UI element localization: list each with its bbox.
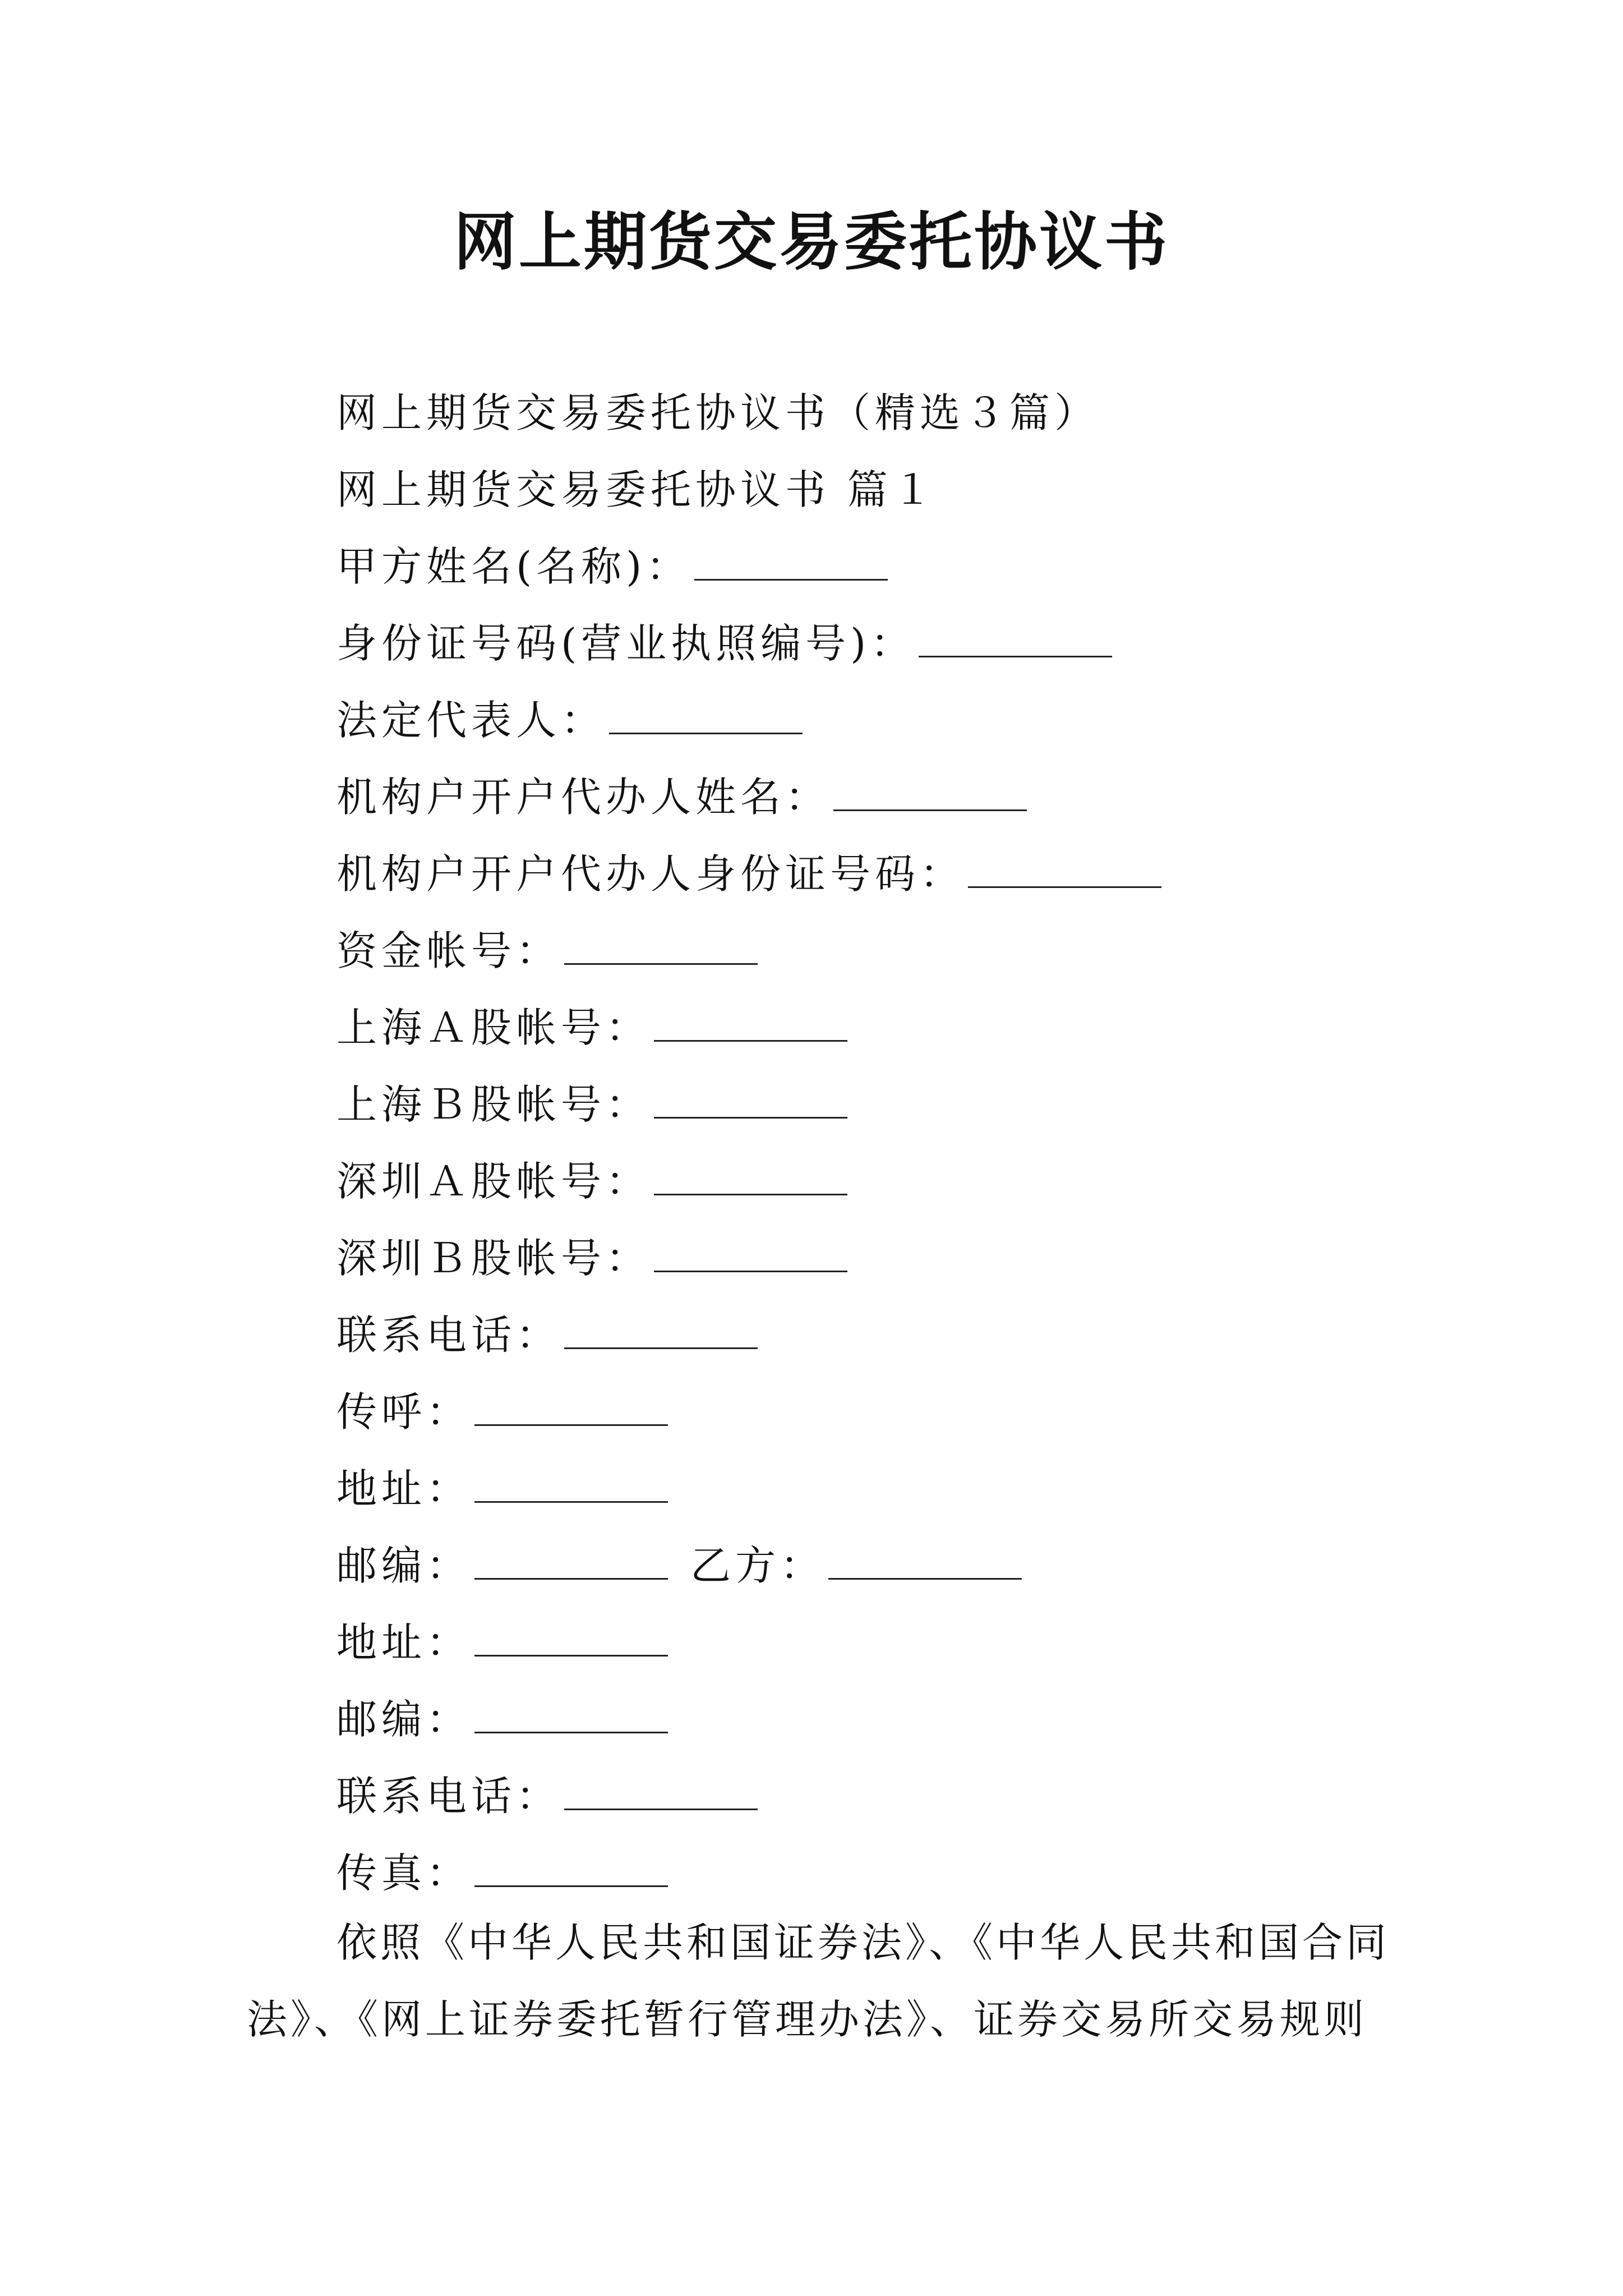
field-label: 资金帐号： xyxy=(336,927,561,974)
field-label: 传呼： xyxy=(336,1388,472,1435)
fill-in-blank xyxy=(654,1154,847,1195)
fill-in-blank xyxy=(968,847,1161,888)
fill-in-blank xyxy=(609,693,803,734)
form-lines xyxy=(336,375,1402,1912)
fill-in-blank xyxy=(564,1769,758,1810)
field-row xyxy=(336,836,1402,913)
field-label: 联系电话： xyxy=(336,1773,561,1820)
fill-in-blank xyxy=(474,1385,668,1426)
field-row xyxy=(336,1297,1402,1374)
field-row xyxy=(336,1066,1402,1143)
field-label: 法定代表人： xyxy=(336,697,606,744)
party-b-label: 乙方： xyxy=(690,1542,826,1589)
fill-in-blank xyxy=(474,1846,668,1887)
field-label: 地址： xyxy=(336,1619,472,1666)
field-label: 传真： xyxy=(336,1849,472,1897)
fill-in-blank xyxy=(474,1692,668,1733)
field-row-combined xyxy=(336,1527,1402,1604)
paragraph-line: 依照《中华人民共和国证券法》、《中华人民共和国合同 xyxy=(336,1919,1390,1966)
field-row xyxy=(336,1220,1402,1297)
field-row xyxy=(336,528,1402,605)
field-label: 联系电话： xyxy=(336,1312,561,1359)
field-row xyxy=(336,1758,1402,1835)
document-title: 网上期货交易委托协议书 xyxy=(454,205,1169,279)
fill-in-blank xyxy=(654,1231,847,1272)
fill-in-blank xyxy=(828,1539,1022,1580)
fill-in-blank xyxy=(833,770,1027,811)
fill-in-blank xyxy=(474,1539,668,1580)
field-row xyxy=(336,1604,1402,1681)
field-row xyxy=(336,1143,1402,1220)
field-row xyxy=(336,759,1402,836)
section-heading: 网上期货交易委托协议书 篇１ xyxy=(336,466,937,513)
field-label: 机构户开户代办人身份证号码： xyxy=(336,850,965,898)
field-row xyxy=(336,1835,1402,1912)
field-label: 上海Ｂ股帐号： xyxy=(336,1081,651,1128)
field-label: 机构户开户代办人姓名： xyxy=(336,774,831,821)
fill-in-blank xyxy=(474,1462,668,1503)
field-row xyxy=(336,990,1402,1066)
fill-in-blank xyxy=(564,1308,758,1349)
field-row xyxy=(336,605,1402,682)
field-row xyxy=(336,913,1402,990)
paragraph-line: 法》、《网上证券委托暂行管理办法》、证券交易所交易规则 xyxy=(247,1996,1368,2043)
field-row xyxy=(336,1681,1402,1758)
field-label: 上海Ａ股帐号： xyxy=(336,1004,651,1051)
fill-in-blank xyxy=(919,616,1112,657)
field-row xyxy=(336,1374,1402,1451)
fill-in-blank xyxy=(654,1001,847,1042)
fill-in-blank xyxy=(474,1616,668,1657)
fill-in-blank xyxy=(654,1078,847,1119)
field-label: 身份证号码(营业执照编号)： xyxy=(336,620,916,667)
field-label: 邮编： xyxy=(336,1542,472,1589)
subtitle: 网上期货交易委托协议书（精选３篇） xyxy=(336,389,1100,436)
field-label: 邮编： xyxy=(336,1696,472,1743)
fill-in-blank xyxy=(564,924,758,965)
body-paragraph xyxy=(247,1904,1390,2058)
field-label: 深圳Ｂ股帐号： xyxy=(336,1235,651,1282)
field-row xyxy=(336,1451,1402,1527)
field-row xyxy=(336,682,1402,759)
field-label: 深圳Ａ股帐号： xyxy=(336,1158,651,1205)
field-label: 甲方姓名(名称)： xyxy=(336,543,691,590)
field-label: 地址： xyxy=(336,1465,472,1512)
fill-in-blank xyxy=(694,540,888,581)
